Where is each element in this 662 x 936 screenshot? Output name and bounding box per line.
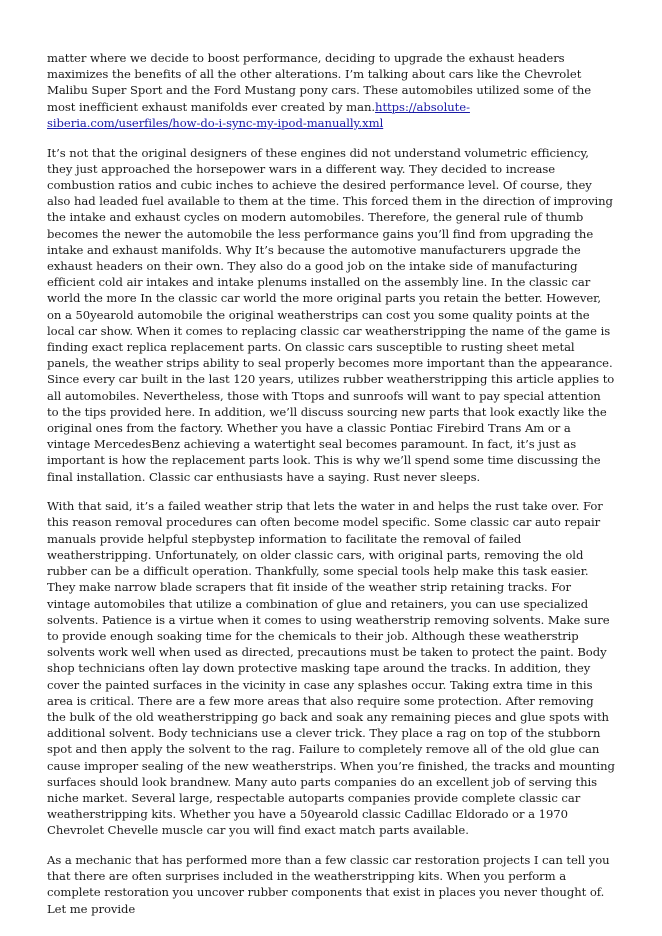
paragraph-3: With that said, it’s a failed weather strip that lets the water in and helps the rust take over. For this reason removal procedures can often become model specific. Some classic car auto repair manuals provide helpful stepbystep information to facilitate the removal of failed weatherstripping. Unfortunately, on older classic cars, with original parts, removing the old rubber can be a difficult operation. Thankfully, some special tools help make this task easier. They make narrow blade scrapers that fit inside of the weather strip retaining tracks. For vintage automobiles that utilize a combination of glue and retainers, you can use specialized solvents. Patience is a virtue when it comes to using weatherstrip removing solvents. Make sure to provide enough soaking time for the chemicals to their job. Although these weatherstrip solvents work well when used as directed, precautions must be taken to protect the paint. Body shop technicians often lay down protective masking tape around the tracks. In addition, they cover the painted surfaces in the vicinity in case any splashes occur. Taking extra time in this area is critical. There are a few more areas that also require some protection. After removing the bulk of the old weatherstripping go back and soak any remaining pieces and glue spots with additional solvent. Body technicians use a clever trick. They place a rag on top of the stubborn spot and then apply the solvent to the rag. Failure to completely remove all of the old glue can cause improper sealing of the new weatherstrips. When you’re finished, the tracks and mounting surfaces should look brandnew. Many auto parts companies do an excellent job of serving this niche market. Several large, respectable autoparts companies provide complete classic car weatherstripping kits. Whether you have a 50yearold classic Cadillac Eldorado or a 1970 Chevrolet Chevelle muscle car you will find exact match parts available. — [47, 499, 615, 838]
article-link[interactable]: https://absolute-siberia.com/userfiles/how-do-i-sync-my-ipod-manually.xml — [47, 99, 470, 130]
paragraph-1-text: matter where we decide to boost performance, deciding to upgrade the exhaust headers maximizes the benefits of all the other alterations. I’m talking about cars like the Chevrolet Malibu Super Sport and the Ford Mustang pony cars. These automobiles utilized some of the most inefficient exhaust manifolds ever created by man. — [47, 51, 592, 114]
paragraph-4: As a mechanic that has performed more than a few classic car restoration projects I can tell you that there are often surprises included in the weatherstripping kits. When you perform a complete restoration you uncover rubber components that exist in places you never thought of. Let me provide — [47, 853, 610, 916]
document-body — [47, 50, 615, 930]
paragraph-1 — [47, 50, 615, 131]
paragraph-2: It’s not that the original designers of these engines did not understand volumetric efficiency, they just approached the horsepower wars in a different way. They decided to increase combustion ratios and cubic inches to achieve the desired performance level. Of course, they also had leaded fuel available to them at the time. This forced them in the direction of improving the intake and exhaust cycles on modern automobiles. Therefore, the general rule of thumb becomes the newer the automobile the less performance gains you’ll find from upgrading the intake and exhaust manifolds. Why It’s because the automotive manufacturers upgrade the exhaust headers on their own. They also do a good job on the intake side of manufacturing efficient cold air intakes and intake plenums installed on the assembly line. In the classic car world the more In the classic car world the more original parts you retain the better. However, on a 50yearold automobile the original weatherstrips can cost you some quality points at the local car show. When it comes to replacing classic car weatherstripping the name of the game is finding exact replica replacement parts. On classic cars susceptible to rusting sheet metal panels, the weather strips ability to seal properly becomes more important than the appearance. Since every car built in the last 120 years, utilizes rubber weatherstripping this article applies to all automobiles. Nevertheless, those with Ttops and sunroofs will want to pay special attention to the tips provided here. In addition, we’ll discuss sourcing new parts that look exactly like the original ones from the factory. Whether you have a classic Pontiac Firebird Trans Am or a vintage MercedesBenz achieving a watertight seal becomes paramount. In fact, it’s just as important is how the replacement parts look. This is why we’ll spend some time discussing the final installation. Classic car enthusiasts have a saying. Rust never sleeps. — [47, 145, 615, 484]
